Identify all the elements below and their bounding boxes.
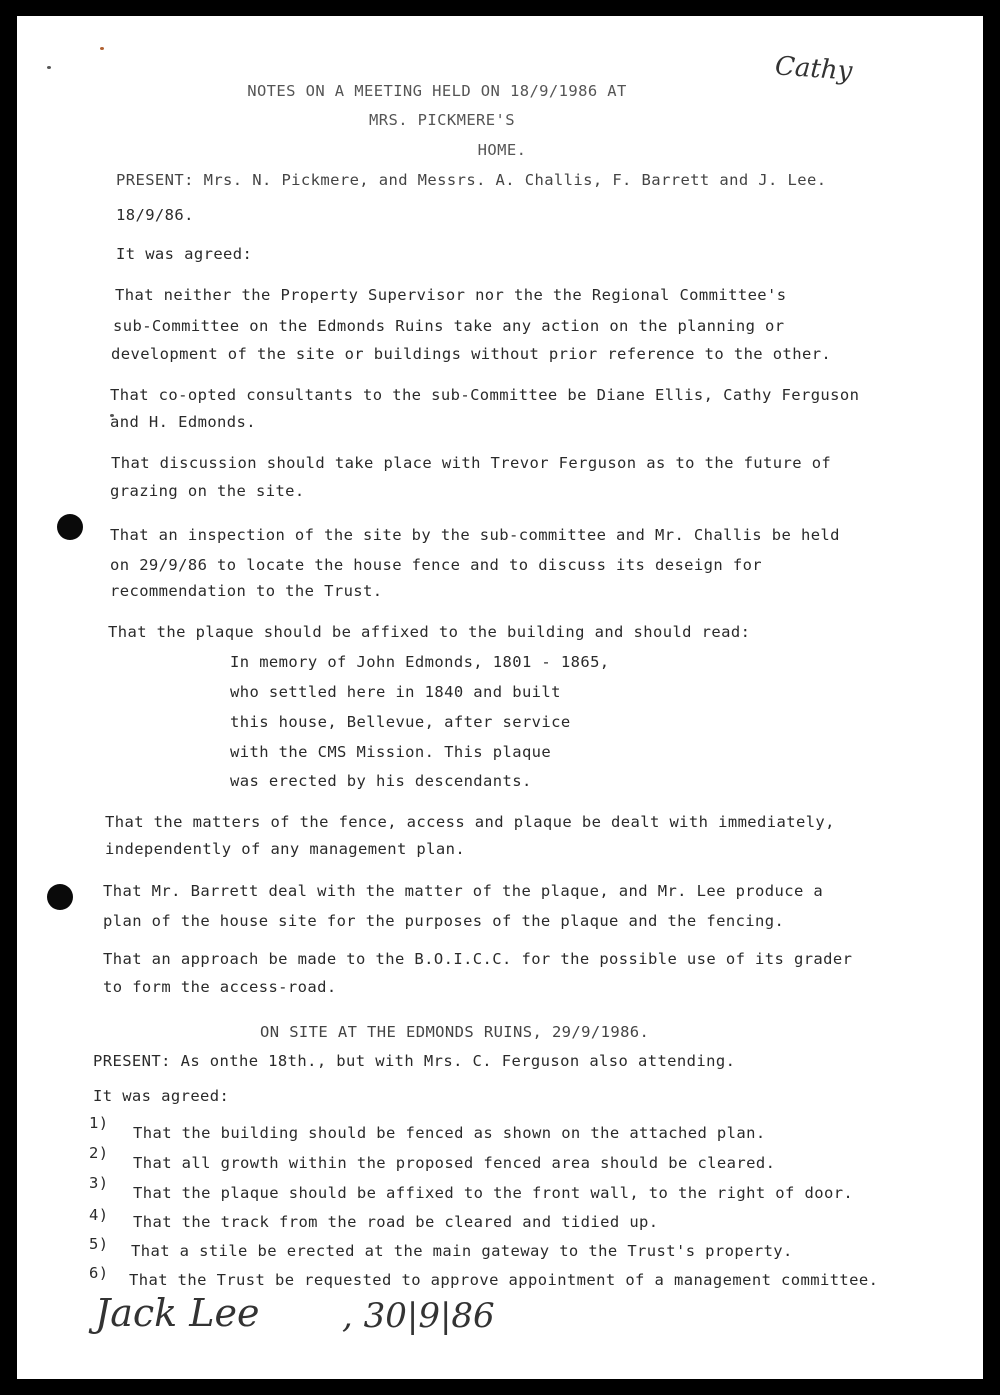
item-text: That the track from the road be cleared and tidied up. [133,1213,659,1231]
onsite-heading: ON SITE AT THE EDMONDS RUINS, 29/9/1986. [260,1023,650,1041]
para-supervisor-line: sub-Committee on the Edmonds Ruins take any action on the planning or [113,317,785,335]
para-consultants-line: That co-opted consultants to the sub-Committee be Diane Ellis, Cathy Ferguson [110,386,860,404]
plaque-text-line: with the CMS Mission. This plaque [230,743,552,761]
item-number: 2) [89,1144,109,1162]
heading-line-1: NOTES ON A MEETING HELD ON 18/9/1986 AT [247,82,627,100]
paper-speck [47,66,51,69]
heading-line-3: HOME. [477,141,527,159]
agreed-heading-1: It was agreed: [116,245,253,263]
item-text: That the building should be fenced as shown on the attached plan. [133,1124,766,1142]
para-barrett-line: That Mr. Barrett deal with the matter of the plaque, and Mr. Lee produce a [103,882,824,900]
para-supervisor-line: That neither the Property Supervisor nor the the Regional Committee's [115,286,787,304]
handwritten-signature: Jack Lee [95,1291,260,1335]
item-number: 4) [89,1206,109,1224]
agreed-heading-2: It was agreed: [93,1087,230,1105]
present-line-2: PRESENT: As onthe 18th., but with Mrs. C. Ferguson also attending. [93,1052,736,1070]
para-grazing-line: grazing on the site. [110,482,305,500]
para-inspection-line: on 29/9/86 to locate the house fence and to discuss its deseign for [110,556,763,574]
para-barrett-line: plan of the house site for the purposes of the plaque and the fencing. [103,912,785,930]
para-supervisor-line: development of the site or buildings without prior reference to the other. [111,345,832,363]
para-consultants-line: and H. Edmonds. [110,413,256,431]
filing-hole-punch [57,514,83,540]
present-line-1: PRESENT: Mrs. N. Pickmere, and Messrs. A. Challis, F. Barrett and J. Lee. [116,171,827,189]
para-plaque-intro: That the plaque should be affixed to the building and should read: [108,623,751,641]
plaque-text-line: who settled here in 1840 and built [230,683,561,701]
item-text: That the plaque should be affixed to the front wall, to the right of door. [133,1184,854,1202]
para-approach-line: That an approach be made to the B.O.I.C.C. for the possible use of its grader [103,950,853,968]
item-number: 5) [89,1235,109,1253]
plaque-text-line: this house, Bellevue, after service [230,713,571,731]
item-number: 6) [89,1264,109,1282]
plaque-text-line: In memory of John Edmonds, 1801 - 1865, [230,653,610,671]
item-text: That all growth within the proposed fenced area should be cleared. [133,1154,776,1172]
margin-note-handwritten: Cathy [774,51,854,87]
item-number: 1) [89,1114,109,1132]
para-matters-line: That the matters of the fence, access and plaque be dealt with immediately, [105,813,835,831]
para-inspection-line: recommendation to the Trust. [110,582,383,600]
plaque-text-line: was erected by his descendants. [230,772,532,790]
paper-speck [100,47,104,50]
filing-hole-punch [47,884,73,910]
item-text: That the Trust be requested to approve appointment of a management committee. [129,1271,879,1289]
heading-line-2: MRS. PICKMERE'S [369,111,515,129]
item-text: That a stile be erected at the main gateway to the Trust's property. [131,1242,793,1260]
meeting-date-1: 18/9/86. [116,206,194,224]
para-grazing-line: That discussion should take place with Trevor Ferguson as to the future of [111,454,832,472]
document-page [17,16,983,1379]
para-inspection-line: That an inspection of the site by the sub-committee and Mr. Challis be held [110,526,840,544]
para-matters-line: independently of any management plan. [105,840,466,858]
item-number: 3) [89,1174,109,1192]
handwritten-signature-date: , 30|9|86 [342,1296,495,1336]
para-approach-line: to form the access-road. [103,978,337,996]
